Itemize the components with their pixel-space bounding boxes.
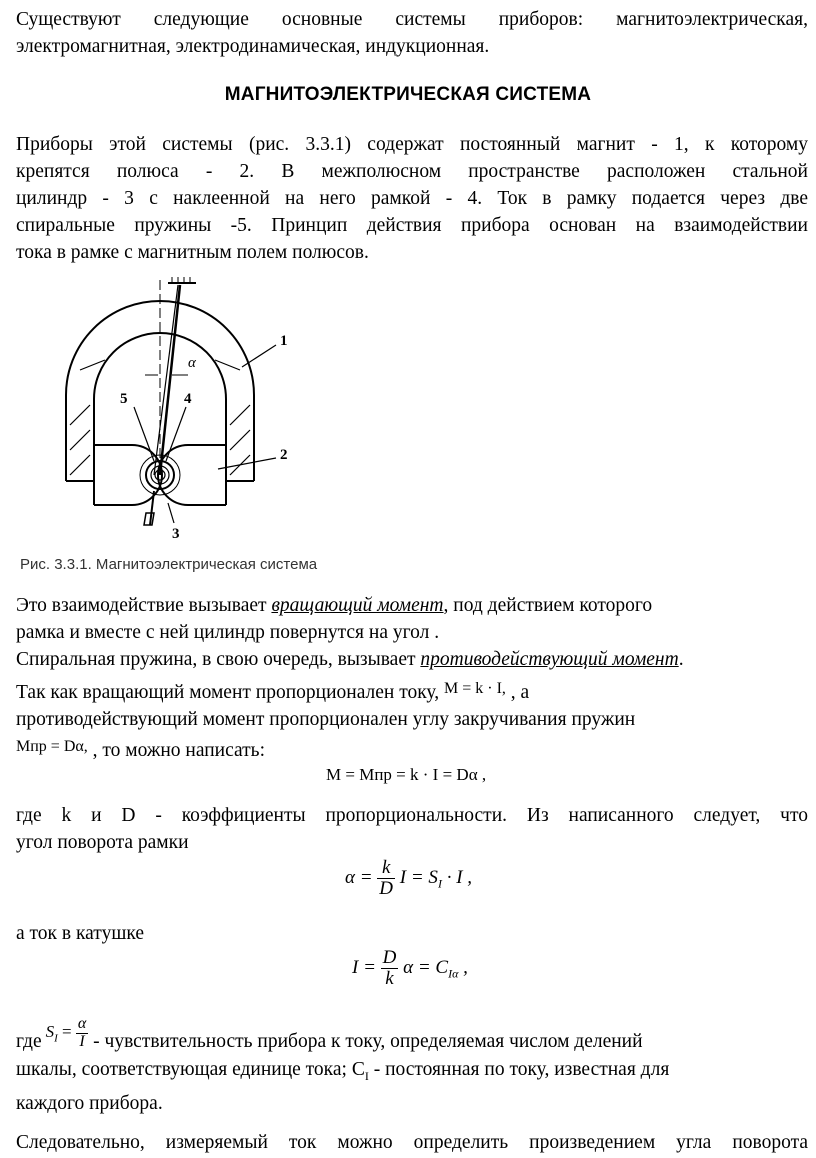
section-heading: МАГНИТОЭЛЕКТРИЧЕСКАЯ СИСТЕМА (224, 84, 592, 105)
intro-paragraph (16, 6, 808, 33)
description-paragraph (16, 131, 808, 266)
label-3: 3 (172, 526, 180, 542)
text-line: где k и D - коэффициенты пропорциональности. Из написанного следует, что (16, 805, 808, 826)
text-line (16, 592, 808, 619)
subscript: I (364, 1068, 369, 1083)
text-line: крепятся полюса - 2. В межполюсном пространстве расположен стальной (16, 161, 808, 182)
term-counter-moment: противодействующий момент (420, 649, 679, 670)
sensitivity-paragraph (16, 1012, 808, 1117)
text-line (16, 1012, 808, 1062)
formula-mpr: Mпр = Dα, (16, 738, 88, 755)
text-line: Следовательно, измеряемый ток можно определить произведением угла поворота (16, 1132, 808, 1153)
intro-line: Существуют следующие основные системы приборов: магнитоэлектрическая, (16, 9, 808, 30)
label-2: 2 (280, 447, 288, 463)
text: - чувствительность прибора к току, определяемая числом делений (88, 1031, 643, 1052)
fraction-d-over-k (381, 948, 399, 989)
denominator: k (385, 967, 394, 989)
text-line: каждого прибора. (16, 1092, 163, 1114)
text: . (678, 649, 684, 670)
eq-lhs: I = (352, 956, 376, 978)
text-line: цилиндр - 3 с наклеенной на него рамкой - 4. Ток в рамку подается через две (16, 188, 808, 209)
label-4: 4 (184, 391, 192, 407)
text-line: спиральные пружины -5. Принцип действия прибора основан на взаимодействии (16, 215, 808, 236)
subscript: I (54, 1032, 58, 1045)
equation-current (352, 948, 468, 989)
magnetoelectric-system-figure (50, 275, 310, 550)
fraction-k-over-d (377, 858, 395, 899)
eq-tail: , (458, 956, 468, 978)
current-intro: а ток в катушке (16, 923, 144, 944)
figure-caption: Рис. 3.3.1. Магнитоэлектрическая система (20, 556, 318, 573)
sensitivity-formula: $S_I$ = $\frac{\alpha}{I}$ (45, 1014, 87, 1050)
text-line: угол поворота рамки (16, 832, 189, 853)
eq-rhs: α = C (403, 956, 449, 978)
text: , то можно написать: (87, 740, 265, 761)
equation-angle (345, 858, 472, 899)
symbol-s: S (45, 1022, 55, 1041)
label-5: 5 (120, 391, 128, 407)
text: где (16, 1031, 42, 1052)
intro-line: электромагнитная, электродинамическая, индукционная. (16, 36, 490, 57)
numerator: k (377, 858, 395, 879)
subscript: I (437, 876, 442, 891)
text-line (16, 675, 808, 706)
formula-m: M = k · I, (443, 680, 506, 697)
text: шкалы, соответствующая единице тока; C (16, 1059, 365, 1080)
term-rotating-moment: вращающий момент (271, 595, 444, 616)
equation-moments: M = Mпр = k · I = Dα , (326, 765, 487, 784)
coefficients-paragraph (16, 802, 808, 856)
numerator: D (382, 947, 397, 968)
text-line (16, 646, 808, 673)
eq-rhs: I = S (399, 866, 438, 888)
text: , а (505, 682, 530, 703)
eq-tail: · I , (441, 866, 473, 888)
subscript: Iα (448, 966, 459, 981)
moment-paragraph (16, 592, 808, 764)
text-line: Приборы этой системы (рис. 3.3.1) содержат постоянный магнит - 1, к которому (16, 134, 808, 155)
denominator: D (379, 877, 394, 899)
denominator: I (79, 1032, 85, 1050)
text: , под действием которого (443, 595, 653, 616)
text-line (16, 1056, 808, 1090)
text-line: рамка и вместе с ней цилиндр повернутся на угол . (16, 622, 440, 643)
text: Спиральная пружина, в свою очередь, вызывает (16, 649, 421, 670)
intro-paragraph-end (16, 33, 808, 60)
conclusion-paragraph (16, 1129, 808, 1156)
fraction-alpha-over-i (76, 1016, 88, 1051)
eq-lhs: α = (345, 866, 373, 888)
text-line (16, 733, 808, 764)
text: Это взаимодействие вызывает (16, 595, 272, 616)
text-line: тока в рамке с магнитным полем полюсов. (16, 242, 369, 263)
text: - постоянная по току, известная для (368, 1059, 670, 1080)
text-line: противодействующий момент пропорционален углу закручивания пружин (16, 709, 636, 730)
label-alpha: α (188, 355, 196, 371)
label-1: 1 (280, 333, 288, 349)
numerator: α (77, 1014, 87, 1032)
text: Так как вращающий момент пропорционален току, (16, 682, 444, 703)
